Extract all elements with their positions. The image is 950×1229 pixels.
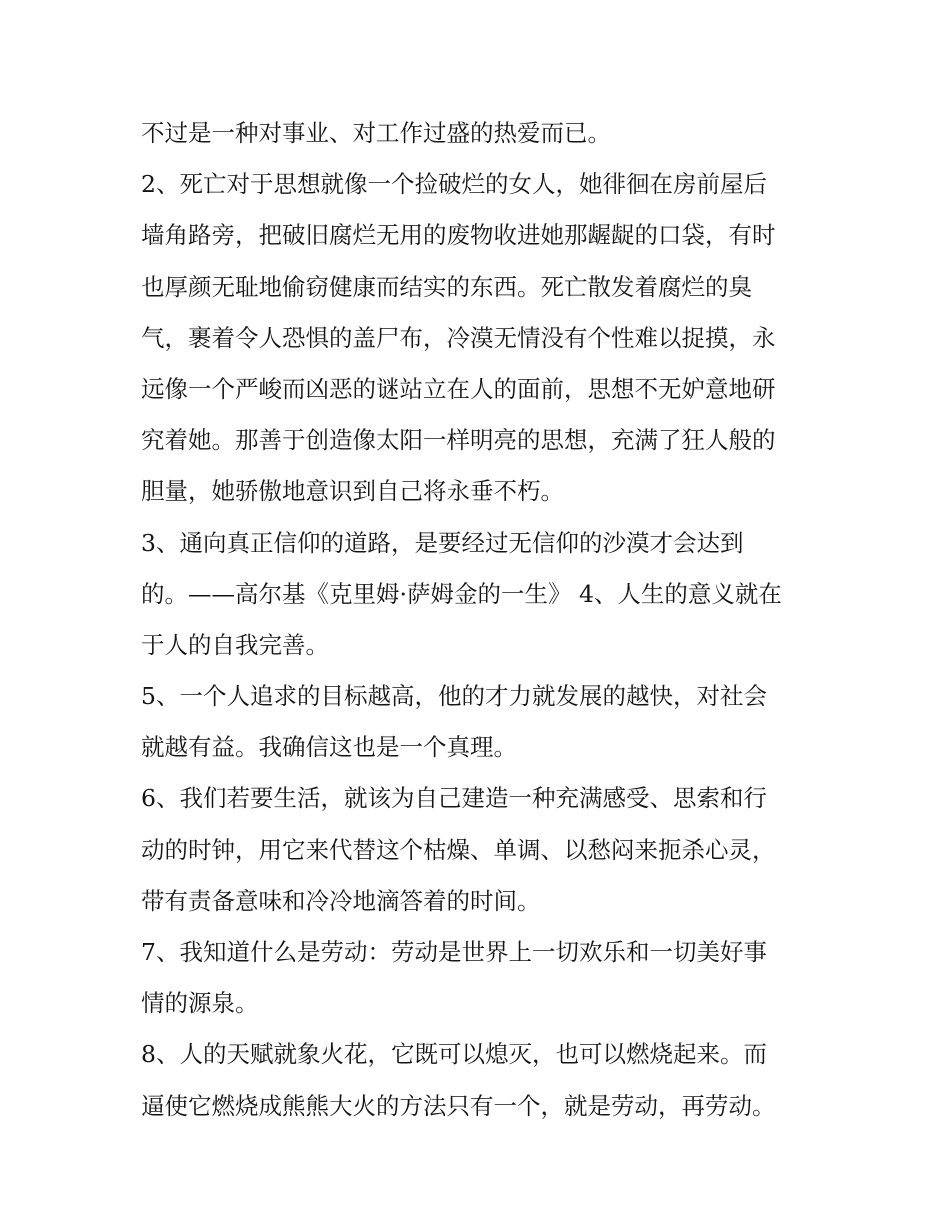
text-line: 7、我知道什么是劳动：劳动是世界上一切欢乐和一切美好事	[141, 938, 767, 966]
document-body	[141, 108, 813, 1132]
text-line: 气，裹着令人恐惧的盖尸布，冷漠无情没有个性难以捉摸，永	[141, 323, 776, 352]
text-line: 的。——高尔基《克里姆·萨姆金的一生》 4、人生的意义就在	[141, 579, 782, 608]
text-line: 情的源泉。	[141, 989, 259, 1018]
text-line: 远像一个严峻而凶恶的谜站立在人的面前，思想不无妒意地研	[141, 374, 776, 403]
text-line: 动的时钟，用它来代替这个枯燥、单调、以愁闷来扼杀心灵，	[141, 835, 776, 864]
text-line: 墙角路旁，把破旧腐烂无用的废物收进她那龌龊的口袋，有时	[141, 221, 776, 250]
text-line: 带有责备意味和冷冷地滴答着的时间。	[141, 886, 541, 915]
text-line: 胆量，她骄傲地意识到自己将永垂不朽。	[141, 477, 564, 506]
text-line: 逼使它燃烧成熊熊大火的方法只有一个，就是劳动，再劳动。	[141, 1091, 776, 1120]
text-line: 8、人的天赋就象火花，它既可以熄灭，也可以燃烧起来。而	[141, 1040, 767, 1069]
text-line: 不过是一种对事业、对工作过盛的热爱而已。	[141, 119, 611, 147]
text-line: 5、一个人追求的目标越高，他的才力就发展的越快，对社会	[141, 682, 767, 711]
text-line: 就越有益。我确信这也是一个真理。	[141, 733, 517, 762]
text-line: 2、死亡对于思想就像一个捡破烂的女人，她徘徊在房前屋后	[141, 170, 767, 199]
text-line: 3、通向真正信仰的道路，是要经过无信仰的沙漠才会达到	[141, 528, 744, 557]
text-line: 也厚颜无耻地偷窃健康而结实的东西。死亡散发着腐烂的臭	[141, 272, 752, 301]
text-line: 6、我们若要生活，就该为自己建造一种充满感受、思索和行	[141, 784, 767, 813]
text-line: 于人的自我完善。	[141, 630, 329, 659]
text-line: 究着她。那善于创造像太阳一样明亮的思想，充满了狂人般的	[141, 426, 776, 455]
